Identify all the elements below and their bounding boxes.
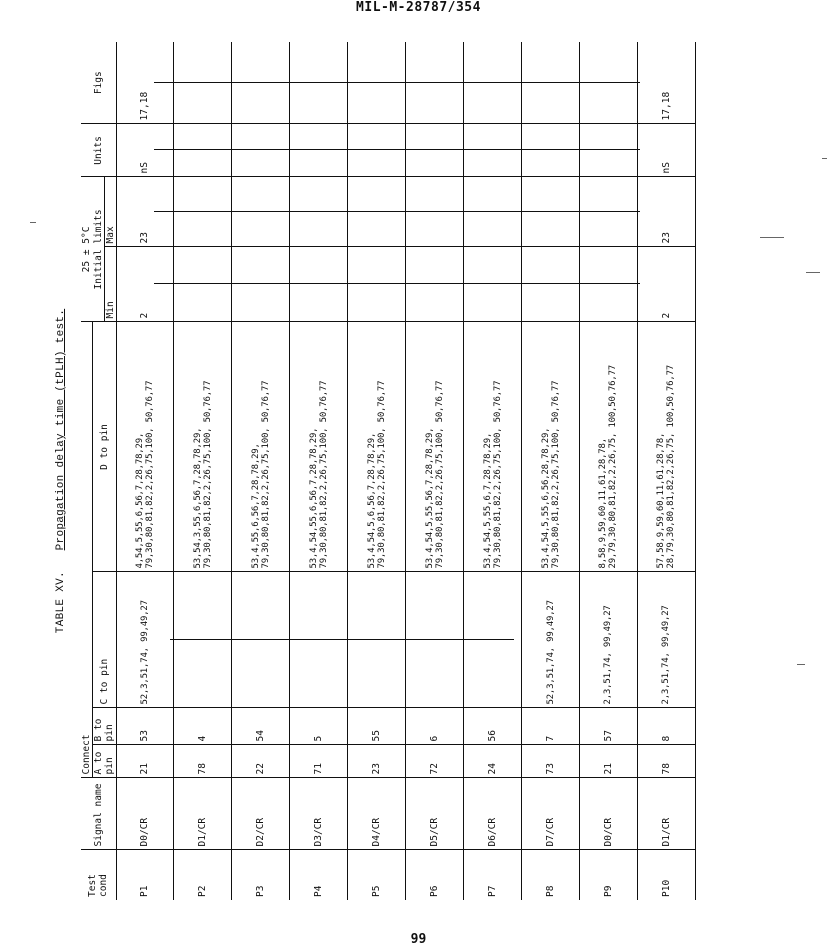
cell-min [522, 247, 580, 322]
repeat-line [518, 82, 582, 83]
cell-c-to-pin [174, 572, 232, 708]
cell-figs [174, 42, 232, 124]
cell-units [406, 124, 464, 177]
cell-signal-name: D2/CR [232, 778, 290, 850]
col-header-signal-name: Signal name [81, 778, 116, 850]
col-header-b-to-pin: B to pin [93, 708, 117, 745]
cell-figs: 17,18 [637, 42, 695, 124]
cell-d-to-pin: 53,4,54,5,6,56,7,28,78,29, 79,30,80,81,82,2,26,75,100, 50,76,77 [348, 322, 406, 572]
repeat-line [344, 149, 408, 150]
col-header-temperature: 25 ± 5°C [81, 177, 93, 322]
table-row-p6 [406, 42, 464, 900]
col-header-test-cond: Test cond [81, 850, 116, 900]
cell-a-to-pin: 73 [522, 745, 580, 778]
table-title-text: Propagation delay time (tPLH) test. [55, 308, 67, 551]
cell-b-to-pin: 53 [116, 708, 174, 745]
cell-figs [232, 42, 290, 124]
cell-figs [406, 42, 464, 124]
repeat-line [154, 82, 234, 83]
cell-a-to-pin: 72 [406, 745, 464, 778]
cell-c-to-pin [290, 572, 348, 708]
repeat-line [286, 82, 350, 83]
cell-units [232, 124, 290, 177]
cell-max: 23 [116, 177, 174, 247]
cell-max [232, 177, 290, 247]
repeat-line [228, 639, 292, 640]
cell-d-to-pin: 53,4,55,6,56,7,28,78,29, 79,30,80,81,82,2,26,75,100, 50,76,77 [232, 322, 290, 572]
cell-max: 23 [637, 177, 695, 247]
repeat-line [576, 149, 640, 150]
cell-a-to-pin: 22 [232, 745, 290, 778]
cell-figs [348, 42, 406, 124]
cell-min [580, 247, 638, 322]
repeat-line [402, 639, 466, 640]
repeat-line [286, 639, 350, 640]
cell-min: 2 [637, 247, 695, 322]
cell-a-to-pin: 21 [116, 745, 174, 778]
col-header-c-to-pin: C to pin [93, 572, 117, 708]
cell-b-to-pin: 4 [174, 708, 232, 745]
cell-min [232, 247, 290, 322]
cell-test-cond: P7 [464, 850, 522, 900]
table-row-p7 [464, 42, 522, 900]
cell-b-to-pin: 56 [464, 708, 522, 745]
col-header-d-to-pin: D to pin [93, 322, 117, 572]
table-title [55, 42, 67, 900]
cell-test-cond: P2 [174, 850, 232, 900]
repeat-line [460, 82, 524, 83]
cell-a-to-pin: 23 [348, 745, 406, 778]
repeat-line [402, 149, 466, 150]
cell-min [348, 247, 406, 322]
cell-d-to-pin: 53,4,54,5,55,6,7,28,78,29, 79,30,80,81,82,2,26,75,100, 50,76,77 [464, 322, 522, 572]
repeat-line [402, 211, 466, 212]
cell-max [406, 177, 464, 247]
cell-c-to-pin [464, 572, 522, 708]
cell-b-to-pin: 8 [637, 708, 695, 745]
cell-max [522, 177, 580, 247]
cell-signal-name: D4/CR [348, 778, 406, 850]
col-header-connect: Connect [81, 322, 93, 778]
repeat-line [460, 149, 524, 150]
cell-a-to-pin: 78 [174, 745, 232, 778]
cell-d-to-pin: 8,58,9,59,60,11,61,28,78, 29,79,30,80,81,82,2,26,75, 100,50,76,77 [580, 322, 638, 572]
repeat-line [154, 149, 234, 150]
cell-b-to-pin: 5 [290, 708, 348, 745]
cell-units [348, 124, 406, 177]
repeat-line [576, 211, 640, 212]
table-row-p10 [637, 42, 695, 900]
cell-min [406, 247, 464, 322]
cell-c-to-pin [232, 572, 290, 708]
repeat-line [344, 82, 408, 83]
col-header-initial-limits: Initial limits [93, 177, 105, 322]
repeat-line [344, 211, 408, 212]
repeat-line [518, 149, 582, 150]
propagation-delay-table [81, 42, 696, 900]
cell-test-cond: P10 [637, 850, 695, 900]
repeat-line [228, 283, 292, 284]
repeat-line [344, 639, 408, 640]
repeat-line [460, 639, 514, 640]
cell-b-to-pin: 55 [348, 708, 406, 745]
cell-d-to-pin: 53,54,3,55,6,56,7,28,78,29, 79,30,80,81,82,2,26,75,100, 50,76,77 [174, 322, 232, 572]
cell-max [174, 177, 232, 247]
table-row-p4 [290, 42, 348, 900]
cell-a-to-pin: 21 [580, 745, 638, 778]
col-header-a-to-pin: A to pin [93, 745, 117, 778]
cell-figs [290, 42, 348, 124]
col-header-figs: Figs [81, 42, 116, 124]
cell-a-to-pin: 24 [464, 745, 522, 778]
table-row-p3 [232, 42, 290, 900]
repeat-line [154, 283, 234, 284]
cell-signal-name: D0/CR [116, 778, 174, 850]
cell-test-cond: P8 [522, 850, 580, 900]
cell-a-to-pin: 71 [290, 745, 348, 778]
cell-signal-name: D1/CR [174, 778, 232, 850]
cell-figs [522, 42, 580, 124]
cell-units: nS [116, 124, 174, 177]
table-row-p2 [174, 42, 232, 900]
cell-test-cond: P5 [348, 850, 406, 900]
cell-signal-name: D6/CR [464, 778, 522, 850]
cell-min [174, 247, 232, 322]
cell-units [174, 124, 232, 177]
repeat-line [286, 283, 350, 284]
cell-min: 2 [116, 247, 174, 322]
cell-c-to-pin: 52,3,51,74, 99,49,27 [116, 572, 174, 708]
repeat-line [402, 82, 466, 83]
cell-d-to-pin: 53,4,54,55,6,56,7,28,78,29, 79,30,80,81,82,2,26,75,100, 50,76,77 [290, 322, 348, 572]
repeat-line [518, 211, 582, 212]
repeat-line [154, 211, 234, 212]
cell-test-cond: P6 [406, 850, 464, 900]
repeat-line [228, 211, 292, 212]
repeat-line [576, 82, 640, 83]
document-header-id: MIL-M-28787/354 [356, 0, 481, 15]
repeat-line [402, 283, 466, 284]
cell-b-to-pin: 6 [406, 708, 464, 745]
table-row-p5 [348, 42, 406, 900]
cell-figs: 17,18 [116, 42, 174, 124]
cell-d-to-pin: 57,58,9,59,60,11,61,28,78, 28,79,30,80,81,82,2,26,75, 100,50,76,77 [637, 322, 695, 572]
cell-d-to-pin: 53,4,54,5,55,56,7,28,78,29, 79,30,80,81,82,2,26,75,100, 50,76,77 [406, 322, 464, 572]
cell-max [290, 177, 348, 247]
cell-signal-name: D1/CR [637, 778, 695, 850]
repeat-line [460, 283, 524, 284]
cell-units [464, 124, 522, 177]
cell-figs [464, 42, 522, 124]
cell-signal-name: D0/CR [580, 778, 638, 850]
table-row-p9 [580, 42, 638, 900]
cell-min [290, 247, 348, 322]
cell-min [464, 247, 522, 322]
cell-c-to-pin: 2,3,51,74, 99,49,27 [637, 572, 695, 708]
cell-signal-name: D7/CR [522, 778, 580, 850]
cell-units: nS [637, 124, 695, 177]
cell-c-to-pin [348, 572, 406, 708]
table-row-p1 [116, 42, 174, 900]
cell-b-to-pin: 54 [232, 708, 290, 745]
cell-units [522, 124, 580, 177]
repeat-line [228, 82, 292, 83]
table-row-p8 [522, 42, 580, 900]
cell-signal-name: D3/CR [290, 778, 348, 850]
cell-c-to-pin: 2,3,51,74, 99,49,27 [580, 572, 638, 708]
cell-d-to-pin: 4,54,5,55,6,56,7,28,78,29, 79,30,80,81,82,2,26,75,100, 50,76,77 [116, 322, 174, 572]
cell-figs [580, 42, 638, 124]
col-header-units: Units [81, 124, 116, 177]
cell-test-cond: P9 [580, 850, 638, 900]
repeat-line [460, 211, 524, 212]
cell-a-to-pin: 78 [637, 745, 695, 778]
repeat-line [170, 639, 234, 640]
repeat-line [518, 283, 582, 284]
cell-max [464, 177, 522, 247]
table-title-prefix: TABLE XV. [55, 571, 67, 634]
repeat-line [344, 283, 408, 284]
repeat-line [228, 149, 292, 150]
col-header-max: Max [104, 177, 116, 247]
repeat-line [286, 149, 350, 150]
repeat-line [286, 211, 350, 212]
cell-units [290, 124, 348, 177]
rotated-table-sheet [55, 42, 696, 900]
cell-test-cond: P4 [290, 850, 348, 900]
cell-test-cond: P3 [232, 850, 290, 900]
cell-c-to-pin: 52,3,51,74, 99,49,27 [522, 572, 580, 708]
cell-d-to-pin: 53,4,54,5,55,6,56,28,78,29, 79,30,80,81,82,2,26,75,100, 50,76,77 [522, 322, 580, 572]
cell-b-to-pin: 57 [580, 708, 638, 745]
cell-max [580, 177, 638, 247]
cell-units [580, 124, 638, 177]
cell-signal-name: D5/CR [406, 778, 464, 850]
cell-c-to-pin [406, 572, 464, 708]
cell-test-cond: P1 [116, 850, 174, 900]
repeat-line [576, 283, 640, 284]
cell-max [348, 177, 406, 247]
cell-b-to-pin: 7 [522, 708, 580, 745]
page-number: 99 [410, 932, 427, 947]
col-header-min: Min [104, 247, 116, 322]
